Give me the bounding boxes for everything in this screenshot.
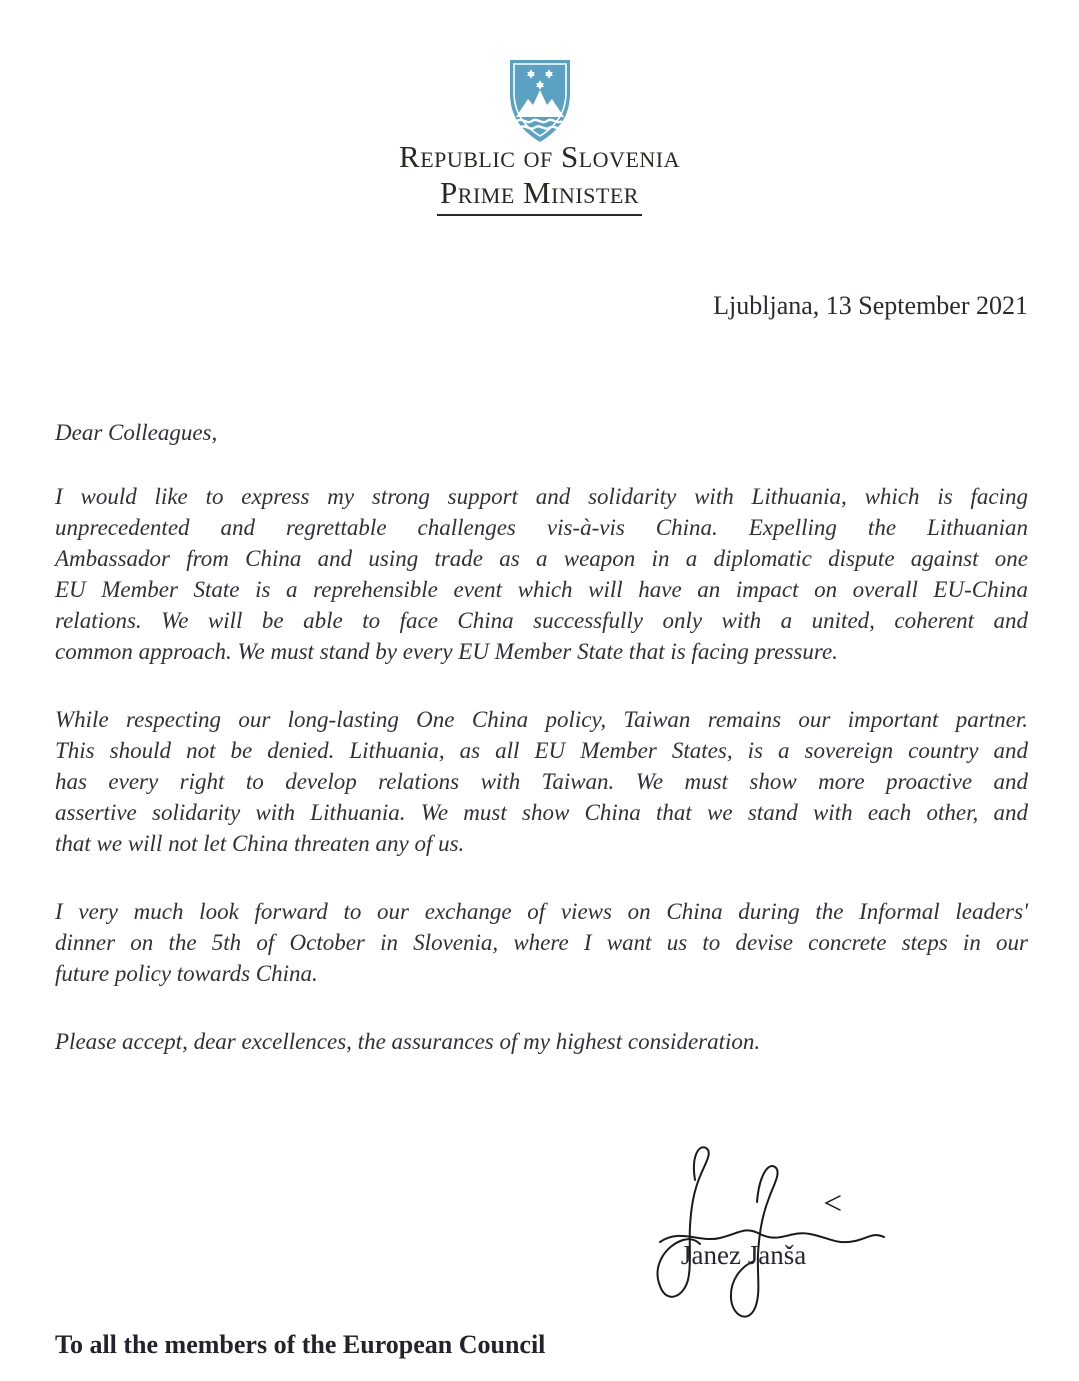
paragraph-line: unprecedented and regrettable challenges vis-à-vis China. Expelling the Lithuanian bbox=[55, 515, 1028, 540]
paragraph-line: While respecting our long-lasting One China policy, Taiwan remains our important partner. bbox=[55, 707, 1028, 732]
signature-image bbox=[645, 1140, 905, 1335]
org-name: Republic of Slovenia bbox=[399, 139, 680, 174]
paragraph bbox=[55, 896, 1028, 989]
addressee: To all the members of the European Council bbox=[55, 1330, 546, 1359]
paragraph-line: EU Member State is a reprehensible event which will have an impact on overall EU-China bbox=[55, 577, 1028, 602]
org-title bbox=[0, 175, 1079, 216]
signature-block bbox=[645, 1140, 905, 1335]
letter-body bbox=[55, 481, 1028, 1057]
paragraph-line: common approach. We must stand by every EU Member State that is facing pressure. bbox=[55, 639, 838, 664]
paragraph-line: dinner on the 5th of October in Slovenia, where I want us to devise concrete steps in our bbox=[55, 930, 1028, 955]
org-title-underlined: Prime Minister bbox=[437, 175, 642, 216]
paragraph-line: assertive solidarity with Lithuania. We must show China that we stand with each other, and bbox=[55, 800, 1028, 825]
paragraph bbox=[55, 481, 1028, 667]
paragraph bbox=[55, 1026, 1028, 1057]
paragraph-line: has every right to develop relations with Taiwan. We must show more proactive and bbox=[55, 769, 1028, 794]
letter-body-block bbox=[55, 417, 1028, 1094]
salutation: Dear Colleagues, bbox=[55, 420, 218, 445]
paragraph-line: future policy towards China. bbox=[55, 961, 318, 986]
paragraph-line: Please accept, dear excellences, the assurances of my highest consideration. bbox=[55, 1029, 761, 1054]
paragraph-line: This should not be denied. Lithuania, as all EU Member States, is a sovereign country and bbox=[55, 738, 1028, 763]
dateline: Ljubljana, 13 September 2021 bbox=[713, 291, 1028, 320]
slovenia-coat-of-arms-icon bbox=[504, 57, 576, 145]
paragraph-line: Ambassador from China and using trade as a weapon in a diplomatic dispute against one bbox=[55, 546, 1028, 571]
paragraph-line: relations. We will be able to face China successfully only with a united, coherent and bbox=[55, 608, 1028, 633]
paragraph-line: I very much look forward to our exchange of views on China during the Informal leaders' bbox=[55, 899, 1028, 924]
paragraph-line: that we will not let China threaten any of us. bbox=[55, 831, 465, 856]
signature-name: Janez Janša bbox=[681, 1240, 807, 1270]
paragraph-line: I would like to express my strong support and solidarity with Lithuania, which is facing bbox=[55, 484, 1028, 509]
paragraph bbox=[55, 704, 1028, 859]
